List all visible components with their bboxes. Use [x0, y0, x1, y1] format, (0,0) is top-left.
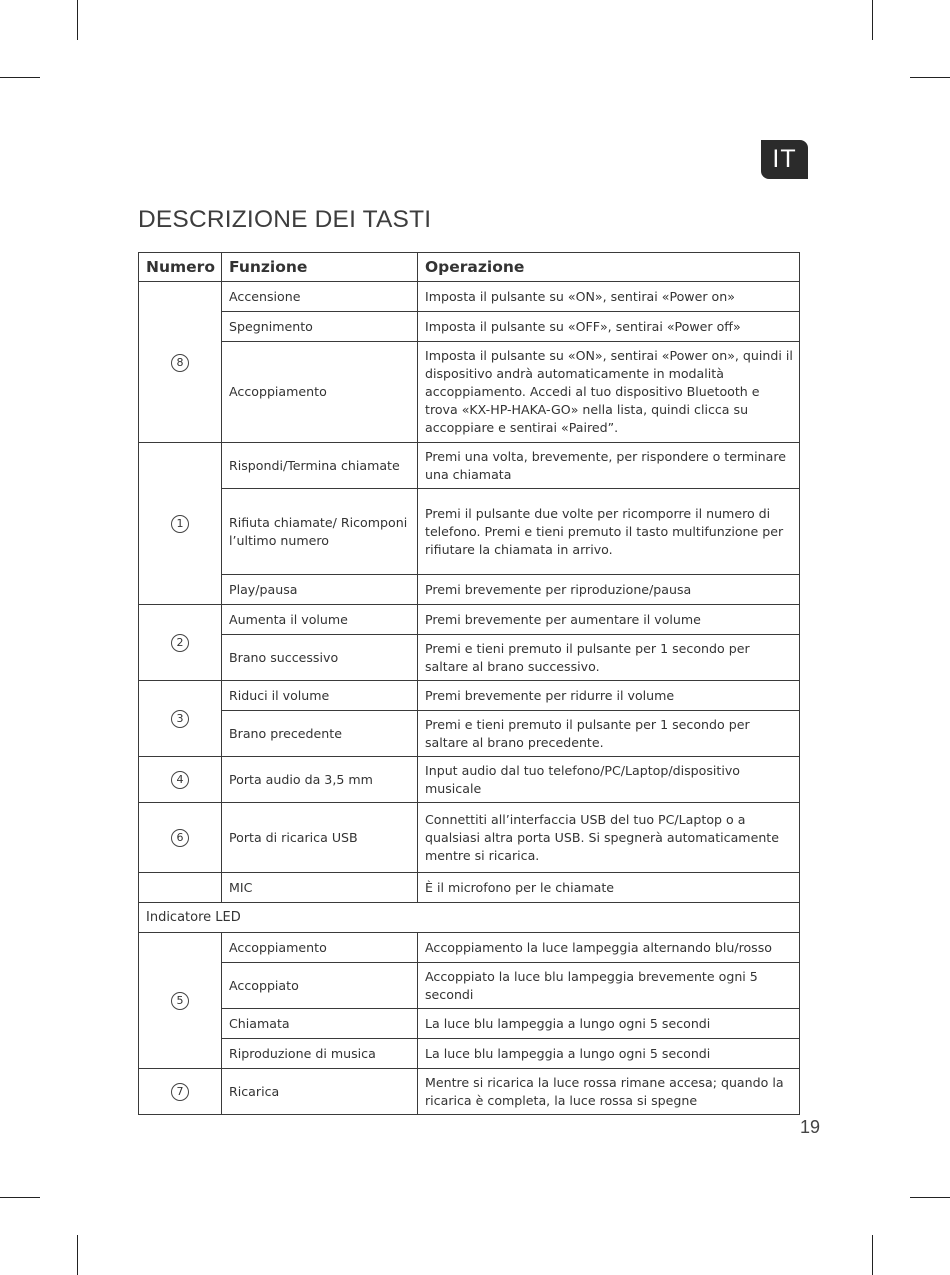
function-cell: Accensione	[222, 282, 418, 312]
header-operazione: Operazione	[418, 253, 800, 282]
operation-cell: Premi brevemente per aumentare il volume	[418, 605, 800, 635]
table-row	[139, 489, 800, 575]
table-row	[139, 282, 800, 312]
number-cell	[139, 803, 222, 873]
crop-mark	[910, 1197, 950, 1198]
table-row	[139, 1069, 800, 1115]
operation-cell: Premi una volta, brevemente, per rispondere o terminare una chiamata	[418, 443, 800, 489]
operation-cell: È il microfono per le chiamate	[418, 873, 800, 903]
operation-cell: Premi e tieni premuto il pulsante per 1 secondo per saltare al brano successivo.	[418, 635, 800, 681]
led-section-title: Indicatore LED	[139, 903, 800, 933]
function-cell: Spegnimento	[222, 312, 418, 342]
function-cell: Accoppiamento	[222, 342, 418, 443]
header-funzione: Funzione	[222, 253, 418, 282]
circled-number-icon: 7	[171, 1083, 189, 1101]
circled-number-icon: 2	[171, 634, 189, 652]
operation-cell: Premi il pulsante due volte per ricomporre il numero di telefono. Premi e tieni premuto il tasto multifunzione per rifiutare la chiamata in arrivo.	[418, 489, 800, 575]
number-cell	[139, 605, 222, 681]
crop-mark	[872, 1235, 873, 1275]
table-row	[139, 757, 800, 803]
number-cell	[139, 681, 222, 757]
function-cell: MIC	[222, 873, 418, 903]
crop-mark	[0, 77, 40, 78]
number-cell	[139, 873, 222, 903]
table-row	[139, 575, 800, 605]
function-cell: Accoppiato	[222, 963, 418, 1009]
operation-cell: La luce blu lampeggia a lungo ogni 5 secondi	[418, 1039, 800, 1069]
function-cell: Ricarica	[222, 1069, 418, 1115]
circled-number-icon: 5	[171, 992, 189, 1010]
page-title: DESCRIZIONE DEI TASTI	[138, 206, 432, 233]
operation-cell: Imposta il pulsante su «OFF», sentirai «Power off»	[418, 312, 800, 342]
table-row	[139, 873, 800, 903]
table-row	[139, 443, 800, 489]
operation-cell: Accoppiato la luce blu lampeggia brevemente ogni 5 secondi	[418, 963, 800, 1009]
number-cell	[139, 933, 222, 1069]
language-badge: IT	[761, 140, 808, 179]
crop-mark	[77, 1235, 78, 1275]
table-row	[139, 933, 800, 963]
page-number: 19	[800, 1117, 821, 1137]
section-row	[139, 903, 800, 933]
operation-cell: La luce blu lampeggia a lungo ogni 5 secondi	[418, 1009, 800, 1039]
number-cell	[139, 1069, 222, 1115]
table-row	[139, 605, 800, 635]
function-cell: Brano precedente	[222, 711, 418, 757]
header-numero: Numero	[139, 253, 222, 282]
operation-cell: Input audio dal tuo telefono/PC/Laptop/dispositivo musicale	[418, 757, 800, 803]
function-cell: Rifiuta chiamate/ Ricomponi l’ultimo numero	[222, 489, 418, 575]
circled-number-icon: 6	[171, 829, 189, 847]
function-cell: Play/pausa	[222, 575, 418, 605]
crop-mark	[910, 77, 950, 78]
table-row	[139, 342, 800, 443]
table-row	[139, 1009, 800, 1039]
operation-cell: Imposta il pulsante su «ON», sentirai «Power on», quindi il dispositivo andrà automaticamente in modalità accoppiamento. Accedi al tuo dispositivo Bluetooth e trova «KX-HP-HAKA-GO» nella lista, quindi clicca su accoppiare e sentirai «Paired”.	[418, 342, 800, 443]
crop-mark	[872, 0, 873, 40]
circled-number-icon: 4	[171, 771, 189, 789]
operation-cell: Premi e tieni premuto il pulsante per 1 secondo per saltare al brano precedente.	[418, 711, 800, 757]
number-cell	[139, 443, 222, 605]
function-cell: Riduci il volume	[222, 681, 418, 711]
operation-cell: Premi brevemente per ridurre il volume	[418, 681, 800, 711]
operation-cell: Mentre si ricarica la luce rossa rimane accesa; quando la ricarica è completa, la luce rossa si spegne	[418, 1069, 800, 1115]
table-row	[139, 711, 800, 757]
function-cell: Riproduzione di musica	[222, 1039, 418, 1069]
table-row	[139, 635, 800, 681]
number-cell	[139, 282, 222, 443]
function-cell: Aumenta il volume	[222, 605, 418, 635]
circled-number-icon: 8	[171, 354, 189, 372]
function-cell: Porta di ricarica USB	[222, 803, 418, 873]
crop-mark	[77, 0, 78, 40]
function-cell: Porta audio da 3,5 mm	[222, 757, 418, 803]
table-row	[139, 681, 800, 711]
number-cell	[139, 757, 222, 803]
operation-cell: Connettiti all’interfaccia USB del tuo PC/Laptop o a qualsiasi altra porta USB. Si spegnerà automaticamente mentre si ricarica.	[418, 803, 800, 873]
function-cell: Chiamata	[222, 1009, 418, 1039]
circled-number-icon: 1	[171, 515, 189, 533]
function-cell: Accoppiamento	[222, 933, 418, 963]
table-row	[139, 963, 800, 1009]
function-cell: Brano successivo	[222, 635, 418, 681]
key-description-table	[138, 252, 800, 1115]
operation-cell: Accoppiamento la luce lampeggia alternando blu/rosso	[418, 933, 800, 963]
function-cell: Rispondi/Termina chiamate	[222, 443, 418, 489]
operation-cell: Premi brevemente per riproduzione/pausa	[418, 575, 800, 605]
table-header-row	[139, 253, 800, 282]
operation-cell: Imposta il pulsante su «ON», sentirai «Power on»	[418, 282, 800, 312]
crop-mark	[0, 1197, 40, 1198]
circled-number-icon: 3	[171, 710, 189, 728]
table-row	[139, 803, 800, 873]
table-row	[139, 1039, 800, 1069]
table-row	[139, 312, 800, 342]
